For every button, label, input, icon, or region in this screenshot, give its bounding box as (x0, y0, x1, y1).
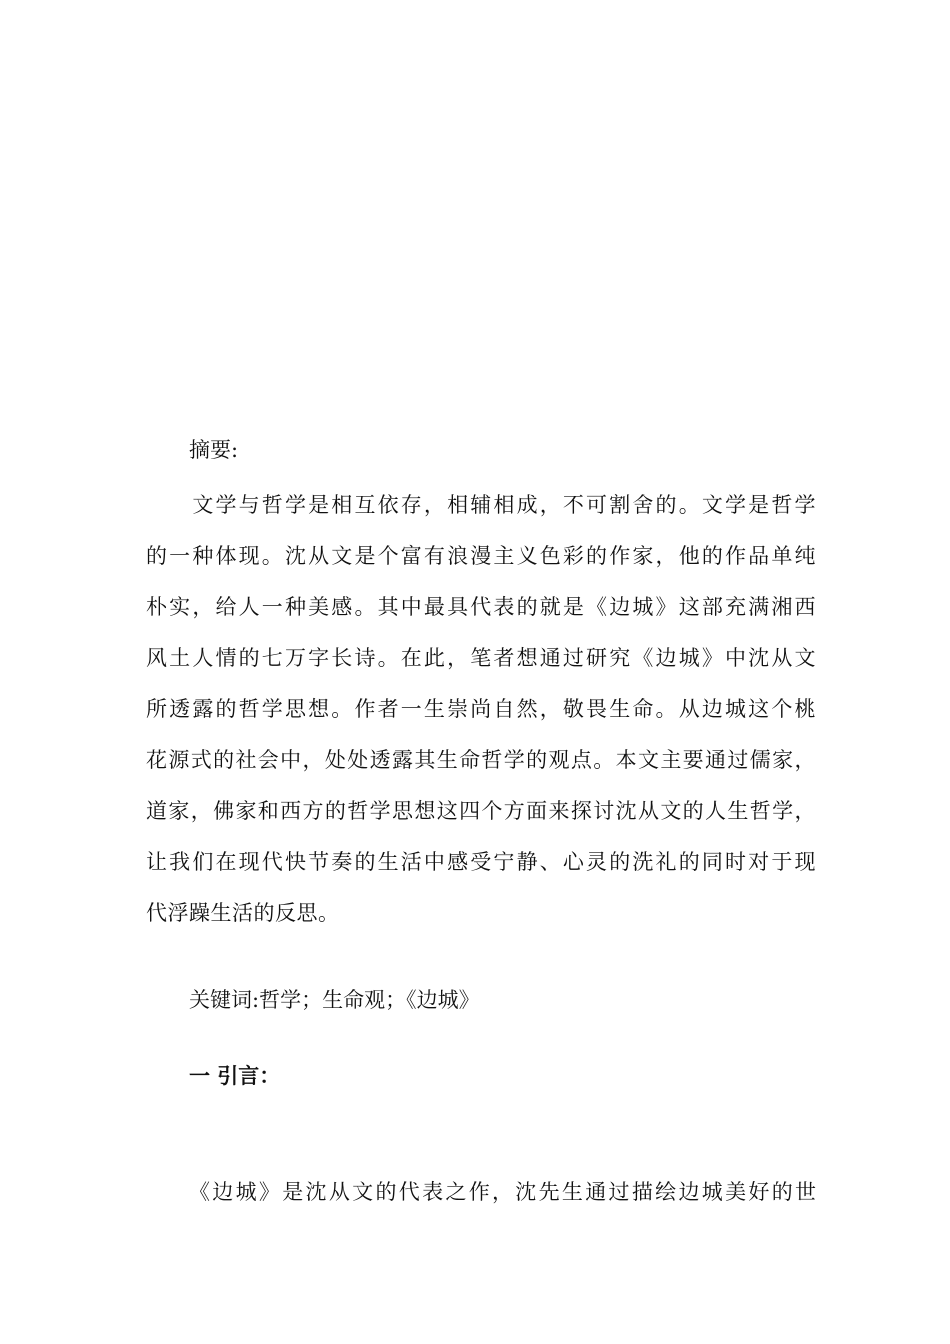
abstract-line: 的一种体现。沈从文是个富有浪漫主义色彩的作家，他的作品单纯 (146, 544, 816, 568)
abstract-line: 朴实，给人一种美感。其中最具代表的就是《边城》这部充满湘西 (146, 595, 816, 619)
abstract-label: 摘要: (189, 438, 239, 462)
abstract-line: 所透露的哲学思想。作者一生崇尚自然，敬畏生命。从边城这个桃 (146, 697, 816, 721)
abstract-line: 花源式的社会中，处处透露其生命哲学的观点。本文主要通过儒家， (146, 748, 816, 772)
introduction-first-line: 《边城》是沈从文的代表之作，沈先生通过描绘边城美好的世 (189, 1180, 816, 1204)
abstract-line: 让我们在现代快节奏的生活中感受宁静、心灵的洗礼的同时对于现 (146, 850, 816, 874)
keywords-line: 关键词:哲学；生命观；《边城》 (189, 988, 480, 1012)
abstract-line: 文学与哲学是相互依存，相辅相成，不可割舍的。文学是哲学 (146, 493, 816, 517)
abstract-line: 代浮躁生活的反思。 (146, 901, 340, 925)
section-heading-introduction: 一 引言： (189, 1063, 281, 1088)
abstract-line: 风土人情的七万字长诗。在此，笔者想通过研究《边城》中沈从文 (146, 646, 816, 670)
abstract-body (146, 480, 816, 939)
abstract-line: 道家，佛家和西方的哲学思想这四个方面来探讨沈从文的人生哲学， (146, 799, 816, 823)
